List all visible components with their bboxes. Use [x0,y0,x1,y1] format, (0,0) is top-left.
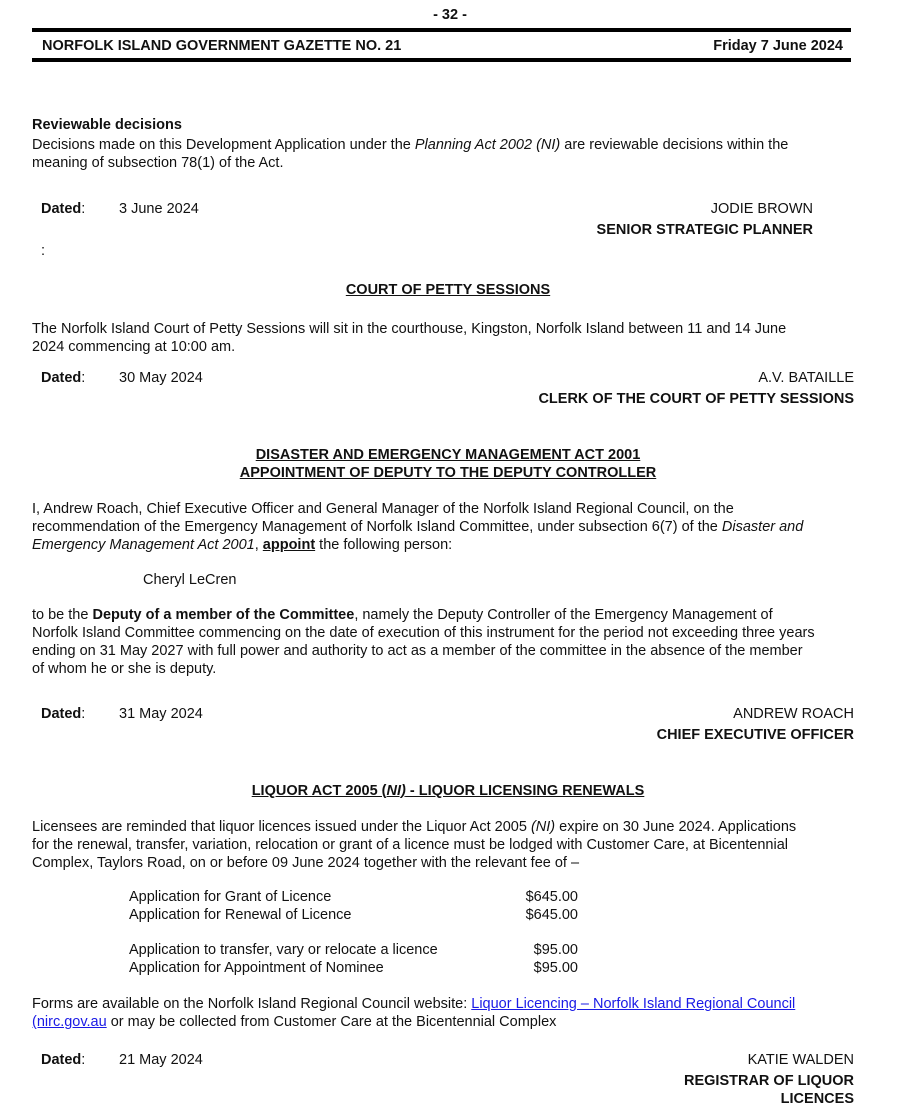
disaster-signatory: ANDREW ROACH [733,706,854,722]
disaster-para1-line2 [32,518,864,536]
reviewable-date: 3 June 2024 [119,201,199,217]
liquor-heading [32,782,864,800]
court-text-line2: 2024 commencing at 10:00 am. [32,339,236,355]
court-signatory-title: CLERK OF THE COURT OF PETTY SESSIONS [538,391,854,407]
forms-line1 [32,995,864,1013]
reviewable-text-line1 [32,136,864,154]
dated-colon: : [81,370,86,386]
header-rule-bottom [32,58,851,62]
liquor-signatory-title-1: REGISTRAR OF LIQUOR [684,1073,854,1089]
dated-colon: : [81,201,86,217]
stray-colon: : [41,243,46,259]
gazette-date: Friday 7 June 2024 [713,38,843,54]
liquor-line2: for the renewal, transfer, variation, relocation or grant of a licence must be lodged with Customer Care, at Bicentennial [32,837,789,853]
disaster-heading-1: DISASTER AND EMERGENCY MANAGEMENT ACT 2001 [255,447,641,463]
dated-label: Dated [41,1052,82,1068]
court-dated-row [41,369,85,387]
dated-colon: : [81,706,86,722]
nirc-website-link[interactable]: (nirc.gov.au [32,1014,107,1030]
disaster-act-title-part2: Emergency Management Act 2001 [32,537,255,553]
liquor-signatory-title-2: LICENCES [780,1091,854,1107]
dated-label: Dated [41,201,82,217]
reviewable-dated-row [41,200,85,218]
reviewable-heading: Reviewable decisions [32,117,182,133]
fee-label-transfer: Application to transfer, vary or relocate a licence [129,942,438,958]
court-date: 30 May 2024 [119,370,203,386]
forms-line2 [32,1013,864,1031]
forms-text-a: Forms are available on the Norfolk Island Regional Council website: [32,996,472,1012]
fee-amount-grant: $645.00 [525,889,578,905]
disaster-para2-line1 [32,606,864,624]
disaster-para1-line1: I, Andrew Roach, Chief Executive Officer and General Manager of the Norfolk Island Regional Council, on the [32,501,734,517]
disaster-date: 31 May 2024 [119,706,203,722]
disaster-para1-line2-text: recommendation of the Emergency Management of Norfolk Island Committee, under subsection 6(7) of the [32,519,722,535]
disaster-para2-text-b: , namely the Deputy Controller of the Emergency Management of [354,607,773,623]
court-heading: COURT OF PETTY SESSIONS [345,282,551,298]
planning-act-title: Planning Act 2002 (NI) [414,137,561,153]
fee-label-grant: Application for Grant of Licence [129,889,332,905]
dated-colon: : [81,1052,86,1068]
disaster-heading-2: APPOINTMENT OF DEPUTY TO THE DEPUTY CONTROLLER [239,465,657,481]
liquor-dated-row [41,1051,85,1069]
liquor-heading-b: - LIQUOR LICENSING RENEWALS [405,783,645,799]
disaster-para1-rest: the following person: [315,537,453,553]
disaster-comma: , [254,537,263,553]
disaster-para2-line3: ending on 31 May 2027 with full power and authority to act as a member of the committee in the absence of the member [32,643,803,659]
disaster-para1-line3 [32,536,864,554]
liquor-signatory: KATIE WALDEN [747,1052,854,1068]
liquor-heading-a: LIQUOR ACT 2005 ( [251,783,387,799]
reviewable-signatory-title: SENIOR STRATEGIC PLANNER [596,222,813,238]
fee-amount-transfer: $95.00 [533,942,578,958]
liquor-line1 [32,818,864,836]
deputy-role: Deputy of a member of the Committee [92,607,355,623]
reviewable-text-line2: meaning of subsection 78(1) of the Act. [32,155,284,171]
liquor-line3: Complex, Taylors Road, on or before 09 June 2024 together with the relevant fee of – [32,855,580,871]
disaster-act-title-part1: Disaster and [721,519,804,535]
fee-amount-renewal: $645.00 [525,907,578,923]
liquor-date: 21 May 2024 [119,1052,203,1068]
forms-text-b: or may be collected from Customer Care at the Bicentennial Complex [106,1014,557,1030]
page-number: - 32 - [433,7,467,23]
fee-label-nominee: Application for Appointment of Nominee [129,960,384,976]
liquor-heading-ni: NI) [386,783,406,799]
disaster-signatory-title: CHIEF EXECUTIVE OFFICER [656,727,854,743]
reviewable-text-before: Decisions made on this Development Application under the [32,137,415,153]
dated-label: Dated [41,370,82,386]
disaster-para2-line2: Norfolk Island Committee commencing on the date of execution of this instrument for the period not exceeding three years [32,625,815,641]
fee-label-renewal: Application for Renewal of Licence [129,907,352,923]
disaster-para2-line4: of whom he or she is deputy. [32,661,217,677]
liquor-licencing-link[interactable]: Liquor Licencing – Norfolk Island Regional Council [471,996,796,1012]
liquor-line1-ni: (NI) [530,819,556,835]
court-text-line1: The Norfolk Island Court of Petty Sessions will sit in the courthouse, Kingston, Norfolk Island between 11 and 14 June [32,321,787,337]
reviewable-text-after: are reviewable decisions within the [560,137,789,153]
appoint-word: appoint [262,537,316,553]
dated-label: Dated [41,706,82,722]
disaster-para2-text-a: to be the [32,607,93,623]
gazette-title: NORFOLK ISLAND GOVERNMENT GAZETTE NO. 21 [42,38,402,54]
disaster-dated-row [41,705,85,723]
liquor-line1-a: Licensees are reminded that liquor licences issued under the Liquor Act 2005 [32,819,531,835]
court-signatory: A.V. BATAILLE [758,370,854,386]
fee-amount-nominee: $95.00 [533,960,578,976]
liquor-line1-b: expire on 30 June 2024. Applications [555,819,797,835]
appointee-name: Cheryl LeCren [143,572,237,588]
header-rule-top [32,28,851,32]
reviewable-signatory: JODIE BROWN [710,201,813,217]
